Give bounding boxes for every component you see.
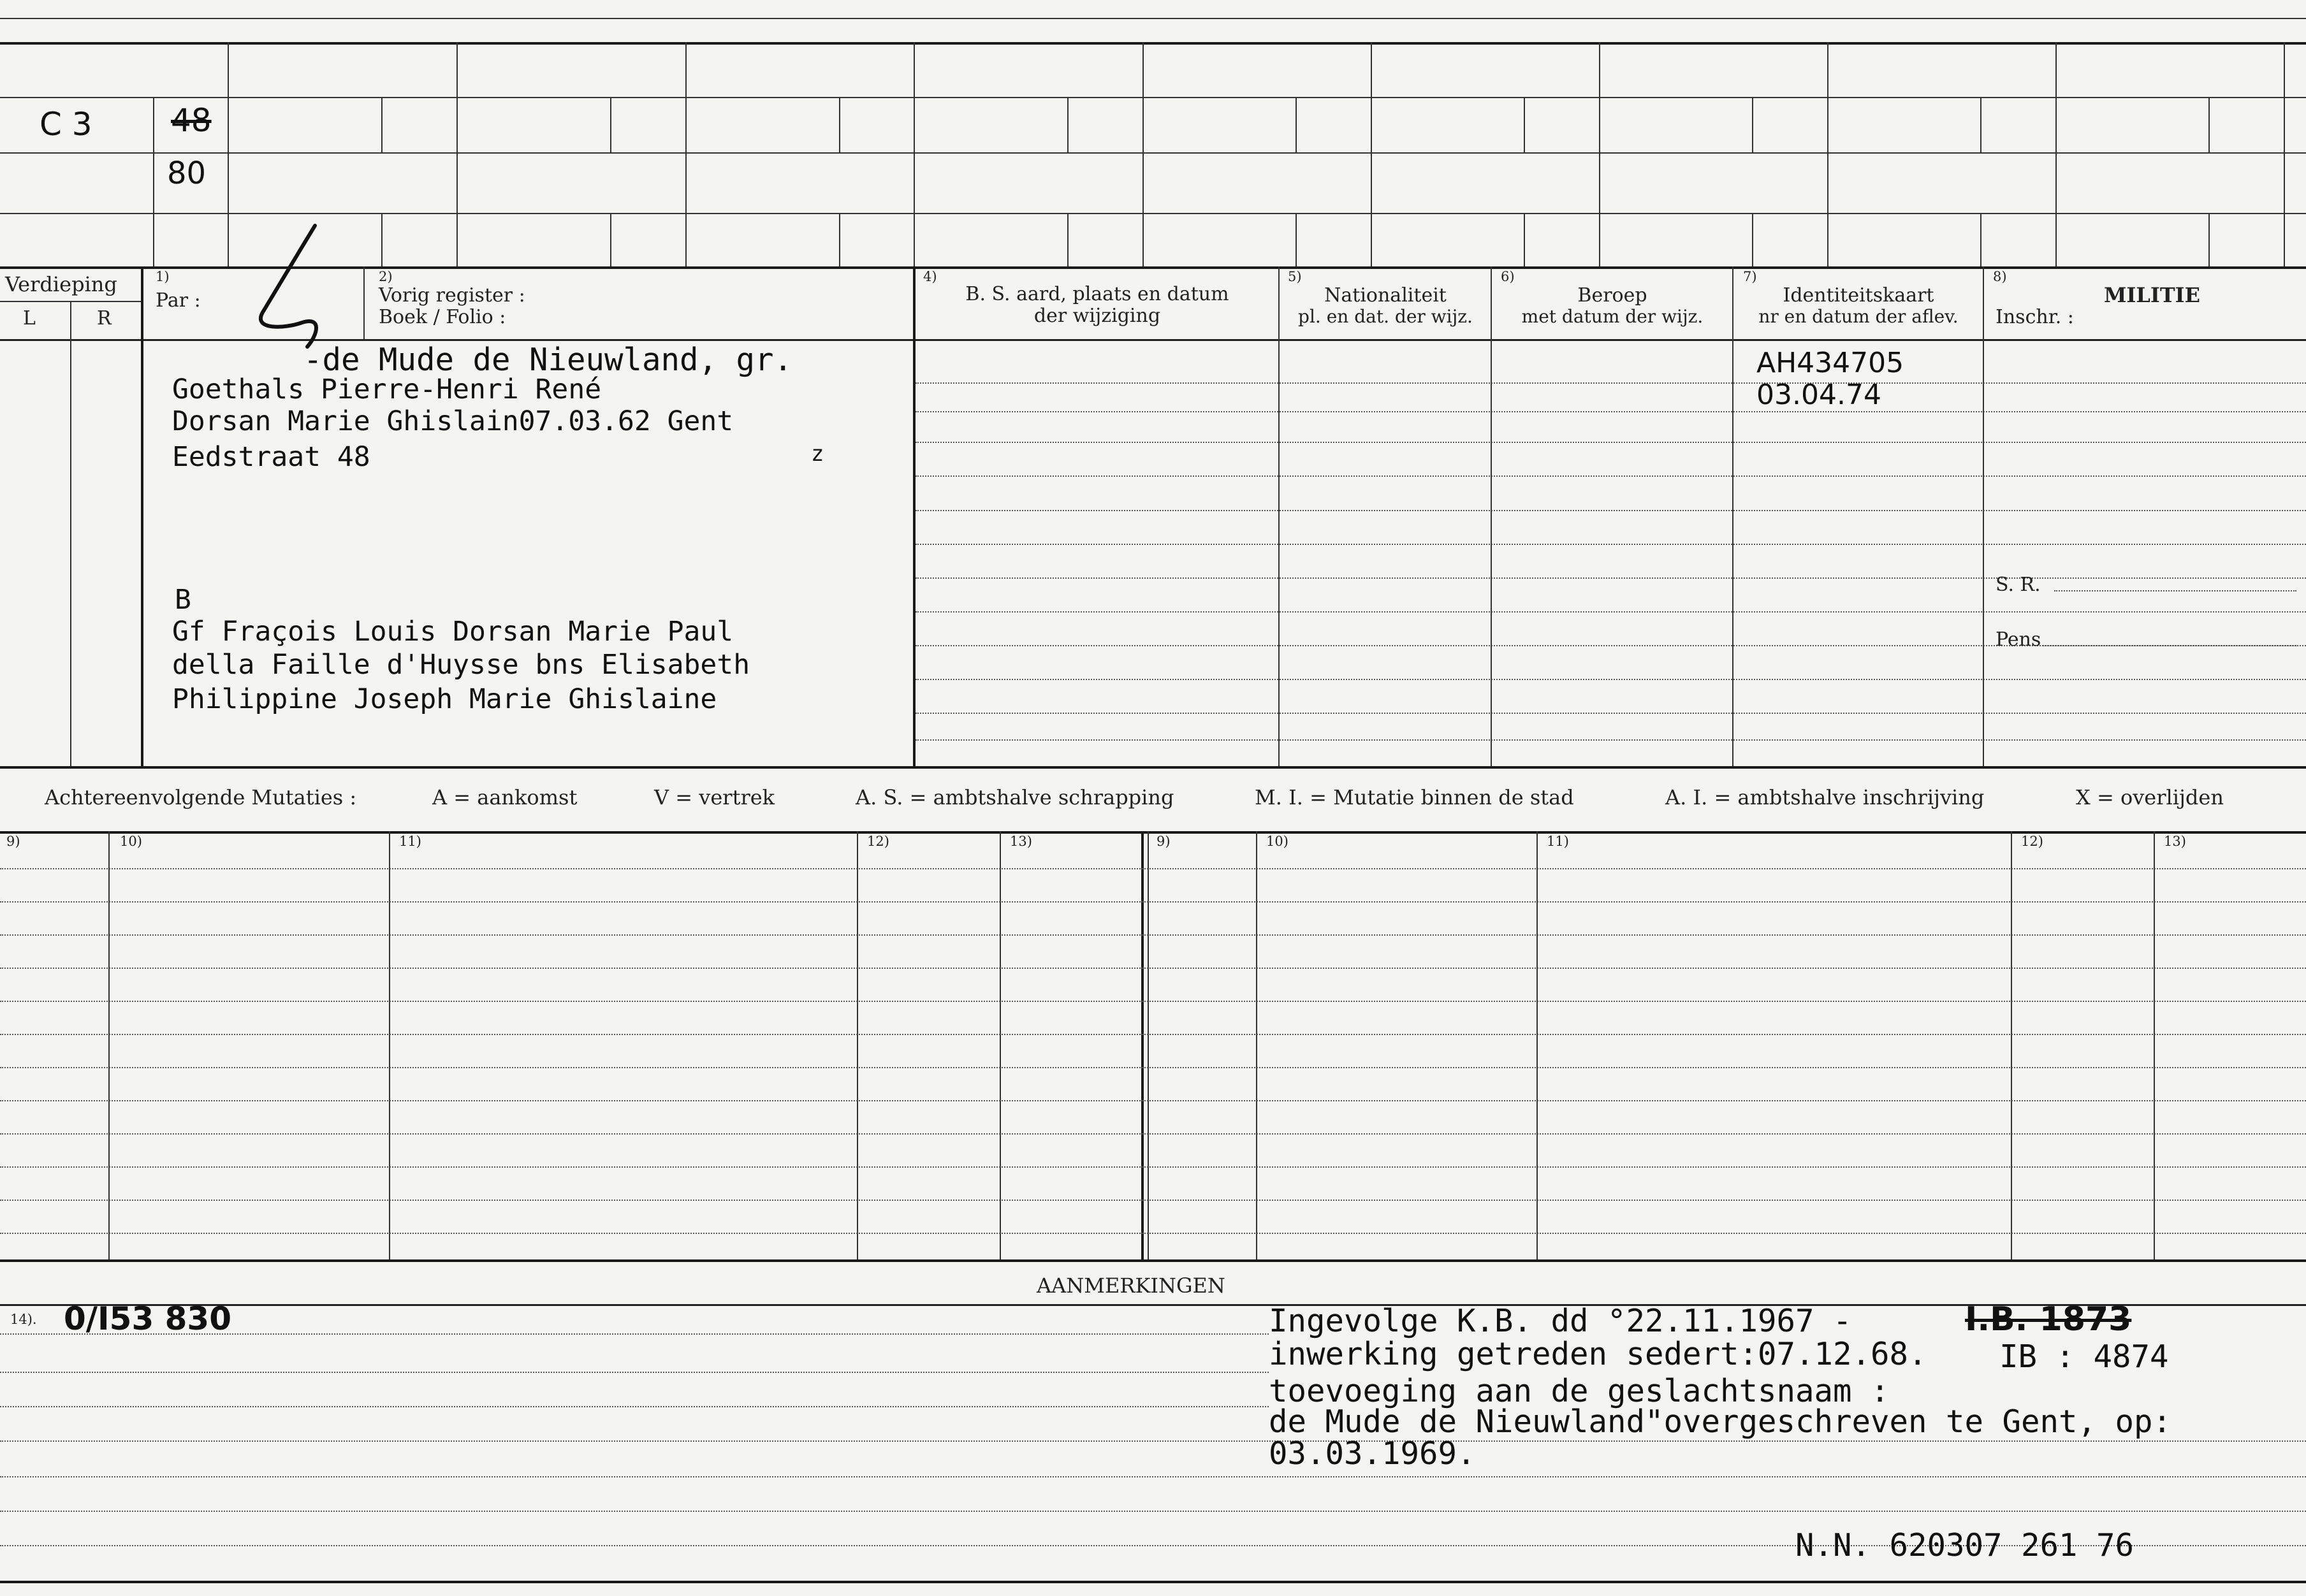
mut-col-number: 9) — [6, 834, 20, 849]
mut-vline — [2011, 831, 2012, 1259]
col-vline — [1732, 266, 1733, 766]
identiteitskaart-label-2: nr en datum der aflev. — [1758, 306, 1959, 327]
grid-subvline — [2208, 213, 2210, 266]
grid-subvline — [610, 213, 611, 266]
remarks-line-5: 03.03.1969. — [1269, 1435, 1476, 1472]
grid-subvline — [1067, 213, 1069, 266]
col2-number: 2) — [379, 269, 393, 284]
mut-col-number: 11) — [399, 834, 421, 849]
grid-subvline — [1752, 97, 1753, 152]
nationaliteit-label-2: pl. en dat. der wijz. — [1298, 306, 1473, 327]
grid-subvline — [1295, 97, 1297, 152]
mut-col-number: 13) — [2164, 834, 2186, 849]
entry-line — [916, 382, 2306, 384]
nationaliteit-label-1: Nationaliteit — [1324, 284, 1447, 307]
old-house-number: 48 — [171, 102, 212, 139]
top-edge-line — [0, 18, 2306, 19]
col6-number: 6) — [1501, 269, 1515, 284]
mut-entry-line — [0, 868, 2306, 869]
grid-subvline — [1752, 213, 1753, 266]
grid-vline — [1599, 42, 1600, 266]
col-vline — [1983, 266, 1984, 766]
grid-vline — [2055, 42, 2057, 266]
grid-subvline — [381, 213, 383, 266]
legend-ambtshalve-schrapping: A. S. = ambtshalve schrapping — [856, 785, 1174, 809]
entry-line — [916, 611, 2306, 613]
col7-number: 7) — [1743, 269, 1757, 284]
remarks-old-ib: I.B. 1873 — [1965, 1300, 2132, 1338]
remarks-top-line — [0, 1304, 2306, 1306]
mut-col-number: 13) — [1010, 834, 1032, 849]
mut-col-number: 10) — [120, 834, 142, 849]
col-vline — [913, 266, 916, 766]
mut-vline — [1256, 831, 1257, 1259]
father-line-3: Philippine Joseph Marie Ghislaine — [172, 683, 717, 715]
pens-label: Pens — [1996, 628, 2041, 651]
grid-vline — [1827, 42, 1828, 266]
grid-subvline — [1980, 213, 1981, 266]
beroep-label-2: met datum der wijz. — [1521, 306, 1704, 327]
mut-entry-line — [0, 1166, 2306, 1168]
verdieping-left-label: L — [23, 307, 36, 330]
col-vline — [141, 266, 143, 766]
mut-col-number: 12) — [867, 834, 889, 849]
family-name-line: Goethals Pierre-Henri René — [172, 374, 602, 405]
remarks-line — [0, 1372, 1269, 1373]
grid-line-3 — [0, 213, 2306, 214]
remarks-code: 0/I53 830 — [64, 1300, 232, 1337]
militie-label: MILITIE — [2104, 283, 2201, 307]
legend-arrival: A = aankomst — [432, 785, 578, 809]
card-bottom-line — [0, 1581, 2306, 1583]
verdieping-right-label: R — [97, 307, 112, 330]
grid-vline — [456, 42, 458, 266]
remarks-line — [0, 1333, 1269, 1335]
col8-number: 8) — [1993, 269, 2007, 284]
remarks-line-2: inwerking getreden sedert:07.12.68. — [1269, 1336, 1927, 1372]
verdieping-label: Verdieping — [5, 272, 117, 296]
id-card-number: AH434705 — [1756, 347, 1904, 379]
grid-subvline — [1295, 213, 1297, 266]
lr-divider — [70, 301, 71, 766]
legend-mutatie-binnen-stad: M. I. = Mutatie binnen de stad — [1255, 785, 1574, 809]
grid-vline — [228, 42, 229, 266]
grid-subvline — [610, 97, 611, 152]
entry-line — [916, 510, 2306, 511]
mut-col-number: 12) — [2021, 834, 2043, 849]
remarks-new-ib: IB : 4874 — [1999, 1338, 2169, 1375]
mutations-bottom-line — [0, 1259, 2306, 1262]
inschrijving-label: Inschr. : — [1996, 306, 2074, 328]
grid-line-2 — [0, 152, 2306, 154]
entry-line — [916, 679, 2306, 680]
mut-center-vline-2 — [1148, 831, 1149, 1259]
legend-departure: V = vertrek — [654, 785, 775, 809]
grid-subvline — [1980, 97, 1981, 152]
name-addition: -de Mude de Nieuwland, gr. — [303, 342, 793, 378]
mut-entry-line — [0, 1200, 2306, 1201]
sr-line — [2054, 590, 2296, 591]
father-line-1: Gf Fraçois Louis Dorsan Marie Paul — [172, 616, 734, 648]
mut-vline — [2154, 831, 2155, 1259]
pens-line — [2043, 645, 2296, 646]
mutations-top-line — [0, 831, 2306, 834]
remarks-line — [0, 1511, 2306, 1512]
par-signature-stroke — [246, 217, 367, 357]
mutations-title: Achtereenvolgende Mutaties : — [45, 785, 357, 809]
new-house-number: 80 — [167, 156, 207, 191]
mut-vline — [1000, 831, 1001, 1259]
par-label: Par : — [156, 289, 201, 312]
bs-label-2: der wijziging — [1033, 305, 1161, 327]
grid-vline — [1371, 42, 1372, 266]
address-line: Eedstraat 48 — [172, 441, 370, 473]
mut-entry-line — [0, 901, 2306, 903]
grid-top-line — [0, 42, 2306, 45]
mut-entry-line — [0, 1100, 2306, 1101]
entry-line — [916, 544, 2306, 545]
mark-z: z — [811, 441, 824, 467]
col5-number: 5) — [1288, 269, 1302, 284]
legend-ambtshalve-inschrijving: A. I. = ambtshalve inschrijving — [1665, 785, 1985, 809]
mut-entry-line — [0, 934, 2306, 936]
mut-col-number: 10) — [1266, 834, 1288, 849]
remarks-line-4: de Mude de Nieuwland"overgeschreven te Gent, op: — [1269, 1404, 2172, 1440]
section-code: C 3 — [40, 106, 92, 143]
identiteitskaart-label-1: Identiteitskaart — [1783, 284, 1934, 307]
mut-col-number: 9) — [1157, 834, 1171, 849]
mut-vline — [389, 831, 390, 1259]
grid-vline — [914, 42, 915, 266]
mut-center-vline — [1141, 831, 1144, 1259]
entry-line — [916, 411, 2306, 412]
bs-label-1: B. S. aard, plaats en datum — [965, 283, 1229, 305]
mark-b: B — [175, 584, 191, 616]
entry-line — [916, 442, 2306, 443]
mut-entry-line — [0, 1133, 2306, 1135]
entry-line — [916, 739, 2306, 741]
grid-subvline — [2208, 97, 2210, 152]
grid-vline — [1142, 42, 1144, 266]
boek-folio-label: Boek / Folio : — [379, 306, 506, 328]
given-names-birth: Dorsan Marie Ghislain07.03.62 Gent — [172, 405, 734, 437]
entry-line — [916, 577, 2306, 579]
grid-line-1 — [0, 97, 2306, 98]
remarks-number: 14). — [10, 1312, 37, 1327]
legend-death: X = overlijden — [2076, 785, 2224, 809]
grid-subvline — [1524, 97, 1525, 152]
col4-number: 4) — [923, 269, 937, 284]
grid-subvline — [381, 97, 383, 152]
mut-vline — [108, 831, 110, 1259]
remarks-line — [0, 1440, 2306, 1442]
mut-col-number: 11) — [1547, 834, 1569, 849]
entry-line — [916, 713, 2306, 714]
grid-subvline — [1524, 213, 1525, 266]
mut-entry-line — [0, 1067, 2306, 1068]
mut-entry-line — [0, 1001, 2306, 1002]
person-bottom-line — [0, 766, 2306, 769]
remarks-line — [0, 1476, 2306, 1477]
remarks-title: AANMERKINGEN — [1037, 1273, 1225, 1298]
grid-subvline — [153, 97, 154, 266]
mut-entry-line — [0, 1233, 2306, 1234]
col-vline — [1278, 266, 1280, 766]
grid-subvline — [839, 213, 840, 266]
mut-vline — [857, 831, 858, 1259]
col-vline — [1491, 266, 1492, 766]
sr-label: S. R. — [1996, 574, 2041, 596]
remarks-line — [0, 1406, 1269, 1407]
remarks-line-1: Ingevolge K.B. dd °22.11.1967 - — [1269, 1303, 1852, 1339]
mut-entry-line — [0, 1034, 2306, 1035]
father-line-2: della Faille d'Huysse bns Elisabeth — [172, 649, 750, 681]
grid-vline — [2284, 42, 2285, 266]
col1-number: 1) — [156, 269, 170, 284]
entry-line — [916, 475, 2306, 477]
mut-vline — [1536, 831, 1538, 1259]
grid-vline — [685, 42, 687, 266]
vorig-register-label: Vorig register : — [379, 284, 525, 307]
mut-entry-line — [0, 968, 2306, 969]
grid-subvline — [839, 97, 840, 152]
remarks-line-3: toevoeging aan de geslachtsnaam : — [1269, 1373, 1890, 1409]
grid-subvline — [1067, 97, 1069, 152]
id-card-date: 03.04.74 — [1756, 379, 1881, 411]
beroep-label-1: Beroep — [1577, 284, 1647, 307]
national-number: N.N. 620307 261 76 — [1795, 1527, 2135, 1563]
